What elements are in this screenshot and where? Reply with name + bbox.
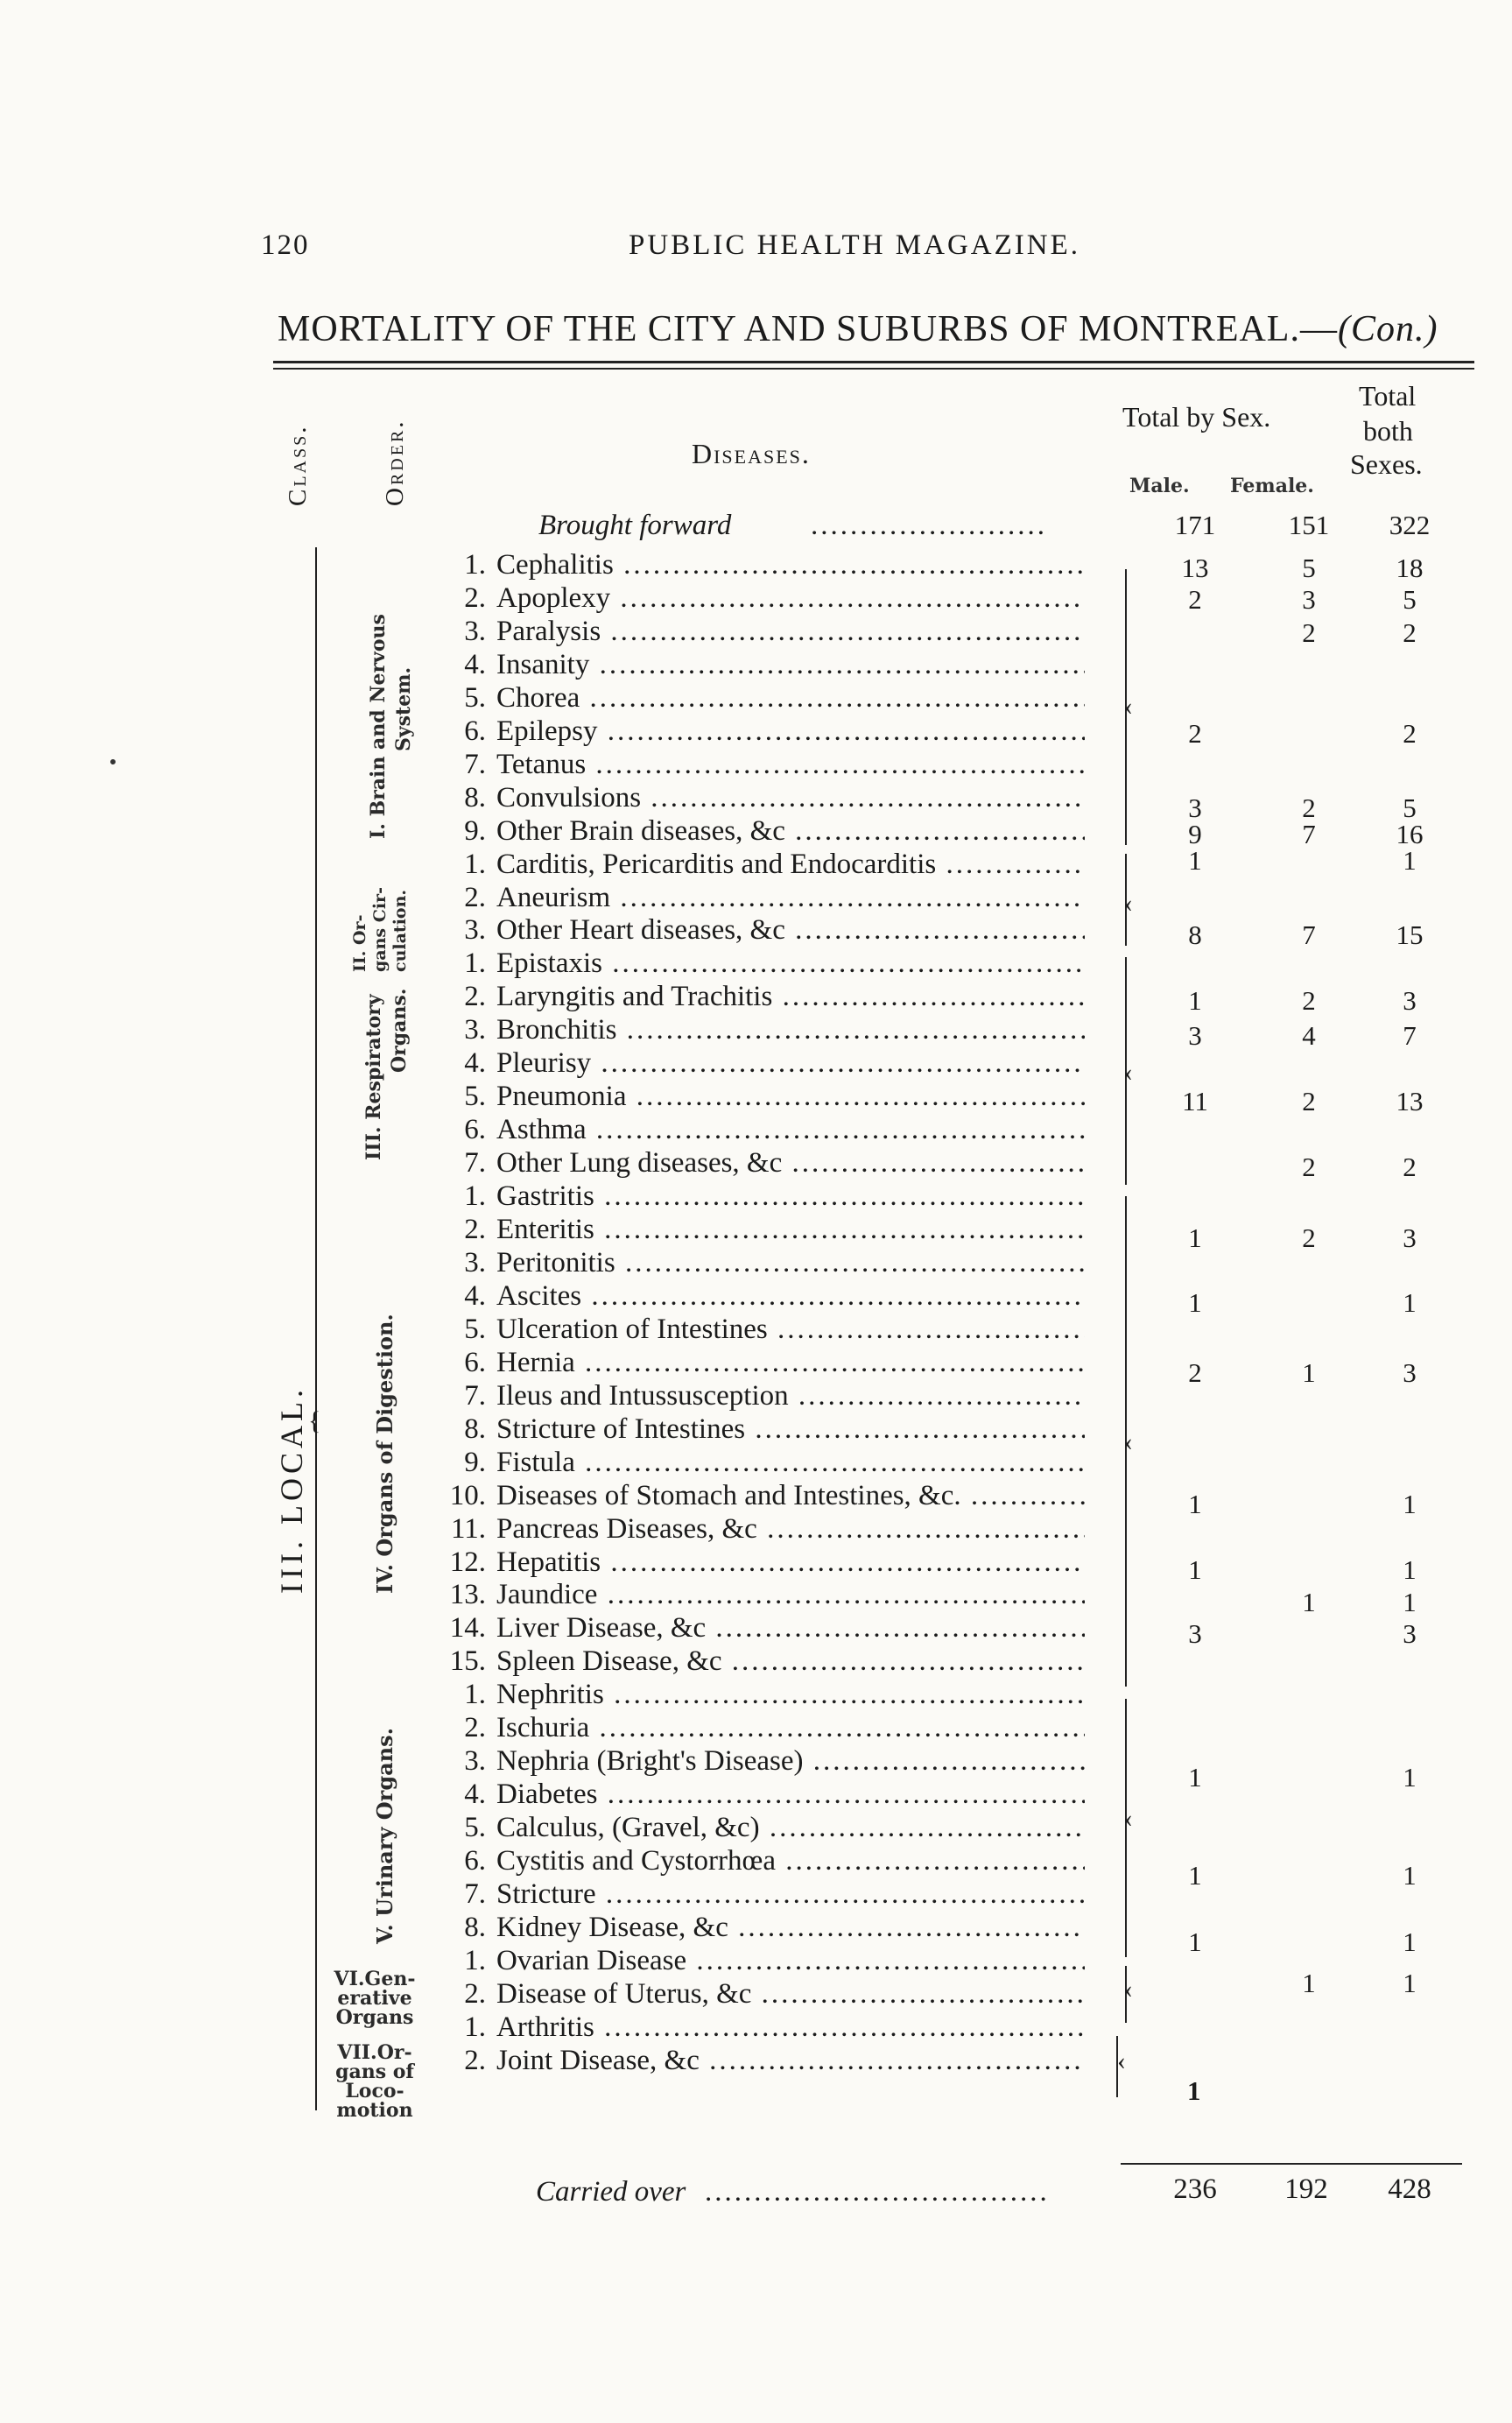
value-total: 18 [1396, 553, 1424, 583]
order-locomotion [331, 2043, 418, 2120]
value-total: 3 [1403, 1618, 1417, 1649]
value-male: 8 [1188, 919, 1202, 950]
row-number: 8. [464, 1911, 486, 1943]
disease-name: Peritonitis ..... [496, 1247, 1085, 1279]
disease-name: Jaundice ..... [496, 1579, 1085, 1611]
value-male: 2 [1188, 718, 1202, 749]
disease-name: Hernia ..... [496, 1347, 1085, 1379]
table-row [0, 1645, 1512, 1679]
row-number: 15. [449, 1645, 486, 1678]
order-locomotion-line2: gans of [335, 2060, 414, 2083]
class-brace [315, 547, 317, 2110]
order-respiratory-line2: Organs. [388, 988, 411, 1073]
table-row [0, 1712, 1512, 1745]
table-row [0, 1812, 1512, 1845]
table-row [0, 1447, 1512, 1480]
circulation-brace-tip: ‹ [1124, 889, 1133, 918]
order-locomotion-line4: motion [336, 2099, 413, 2122]
value-total: 1 [1403, 1968, 1417, 1998]
disease-name: Cystitis and Cystorrhœa ..... [496, 1845, 1085, 1877]
disease-name: Paralysis ..... [496, 616, 1085, 648]
value-female: 1 [1302, 1968, 1316, 1998]
row-number: 11. [450, 1512, 486, 1545]
disease-name: Nephritis ..... [496, 1679, 1085, 1711]
value-male: 2 [1188, 584, 1202, 615]
disease-name: Other Lung diseases, &c ..... [496, 1147, 1085, 1180]
table-title [278, 308, 1438, 350]
disease-name: Laryngitis and Trachitis ..... [496, 981, 1085, 1013]
value-total: 1 [1403, 1587, 1417, 1617]
row-number: 14. [449, 1612, 486, 1645]
disease-name: Ischuria ..... [496, 1712, 1085, 1744]
row-number: 1. [464, 2011, 486, 2043]
value-total: 2 [1403, 617, 1417, 648]
disease-name: Carditis, Pericarditis and Endocarditis ..... [496, 849, 1085, 881]
value-female: 2 [1302, 792, 1316, 823]
row-number: 2. [464, 1712, 486, 1744]
order-circulation-line3: culation. [390, 889, 410, 972]
value-total: 1 [1403, 1762, 1417, 1793]
row-number: 13. [449, 1579, 486, 1611]
row-number: 5. [464, 1812, 486, 1844]
diseases-column-header: Diseases. [692, 438, 811, 469]
carried-over-rule [1121, 2163, 1462, 2165]
brought-forward-female: 151 [1288, 510, 1330, 540]
value-total: 1 [1403, 1489, 1417, 1519]
row-number: 1. [464, 1944, 486, 1976]
disease-name: Cephalitis ..... [496, 549, 1085, 581]
digestion-brace-tip: ‹ [1124, 1427, 1133, 1456]
disease-name: Other Heart diseases, &c ..... [496, 914, 1085, 947]
order-brain-line1: I. Brain and Nervous [367, 614, 390, 839]
value-male: 3 [1188, 1020, 1202, 1051]
row-number: 4. [464, 1779, 486, 1811]
value-male: 2 [1188, 1357, 1202, 1388]
brought-forward-label: Brought forward [538, 510, 732, 541]
disease-name: Disease of Uterus, &c ..... [496, 1978, 1085, 2011]
row-number: 1. [464, 947, 486, 980]
row-number: 6. [464, 1346, 486, 1378]
disease-name: Fistula ..... [496, 1447, 1085, 1479]
row-number: 6. [464, 715, 486, 747]
class-label: III. LOCAL. [274, 1385, 309, 1594]
value-male: 1 [1188, 1860, 1202, 1891]
table-row [0, 882, 1512, 915]
row-number: 7. [464, 1878, 486, 1910]
total-both-header-line1: Total [1359, 380, 1417, 412]
row-number: 7. [464, 1379, 486, 1412]
locomotion-male: 1 [1187, 2075, 1201, 2106]
disease-name: Enteritis ..... [496, 1214, 1085, 1246]
row-number: 12. [449, 1546, 486, 1578]
row-number: 3. [464, 1014, 486, 1046]
table-row [0, 1745, 1512, 1779]
order-circulation-line1: II. Or- [350, 914, 369, 972]
value-female: 1 [1302, 1587, 1316, 1617]
value-total: 5 [1403, 584, 1417, 615]
table-row [0, 2041, 1512, 2078]
class-column-header: Class. [284, 424, 312, 506]
order-brain-line2: System. [392, 666, 415, 751]
brought-forward-row [0, 510, 1512, 543]
table-row [0, 1480, 1512, 1513]
row-number: 7. [464, 748, 486, 780]
table-row [0, 1180, 1512, 1214]
value-total: 3 [1403, 1357, 1417, 1388]
row-number: 9. [464, 1446, 486, 1478]
carried-over-female: 192 [1284, 2173, 1328, 2205]
disease-name: Pneumonia ..... [496, 1081, 1085, 1113]
disease-name: Pleurisy ..... [496, 1047, 1085, 1080]
disease-name: Arthritis ..... [496, 2011, 1085, 2044]
total-both-header-line3: Sexes. [1350, 448, 1423, 480]
class-brace-tip: { [308, 1406, 321, 1435]
row-number: 1. [464, 848, 486, 880]
value-male: 9 [1188, 819, 1202, 849]
disease-name: Joint Disease, &c ..... [496, 2045, 1085, 2077]
row-number: 1. [464, 1679, 486, 1711]
table-row [0, 2011, 1512, 2045]
order-locomotion-line3: Loco- [345, 2080, 404, 2103]
table-row [0, 1912, 1512, 1945]
value-total: 1 [1403, 1554, 1417, 1585]
row-number: 7. [464, 1147, 486, 1180]
row-number: 1. [464, 549, 486, 581]
row-number: 4. [464, 1047, 486, 1080]
value-female: 5 [1302, 553, 1316, 583]
value-female: 1 [1302, 1357, 1316, 1388]
table-row [0, 849, 1512, 882]
value-male: 3 [1188, 792, 1202, 823]
value-male: 1 [1188, 1926, 1202, 1957]
value-total: 3 [1403, 985, 1417, 1016]
title-rule-top [273, 361, 1474, 363]
order-generative [331, 1969, 418, 2027]
female-column-header: Female. [1230, 475, 1314, 497]
male-column-header: Male. [1129, 475, 1190, 497]
value-total: 5 [1403, 792, 1417, 823]
disease-name: Aneurism ..... [496, 882, 1085, 914]
disease-name: Ascites ..... [496, 1280, 1085, 1313]
disease-name: Epistaxis ..... [496, 947, 1085, 980]
brain-brace-tip: ‹ [1124, 692, 1133, 721]
table-row [0, 1047, 1512, 1081]
table-row [0, 649, 1512, 682]
value-female: 2 [1302, 985, 1316, 1016]
order-column-header: Order. [381, 419, 409, 506]
carried-over-male: 236 [1173, 2173, 1217, 2205]
total-by-sex-header: Total by Sex. [1122, 401, 1271, 433]
disease-name: Tetanus ..... [496, 749, 1085, 781]
value-total: 1 [1403, 1860, 1417, 1891]
value-total: 16 [1396, 819, 1424, 849]
table-row [0, 1878, 1512, 1912]
row-number: 2. [464, 1977, 486, 2010]
row-number: 2. [464, 581, 486, 614]
table-row [0, 1679, 1512, 1712]
row-number: 3. [464, 615, 486, 647]
table-row [0, 947, 1512, 981]
order-generative-line3: Organs [335, 2006, 414, 2029]
row-number: 1. [464, 1180, 486, 1213]
value-female: 2 [1302, 617, 1316, 648]
disease-name: Nephria (Bright's Disease) ..... [496, 1745, 1085, 1778]
value-total: 2 [1403, 1152, 1417, 1182]
value-male: 1 [1188, 1762, 1202, 1793]
carried-over-total: 428 [1388, 2173, 1431, 2205]
disease-name: Diabetes ..... [496, 1779, 1085, 1811]
disease-name: Chorea ..... [496, 682, 1085, 715]
table-title-continued: (Con.) [1337, 309, 1438, 349]
table-row [0, 1413, 1512, 1447]
disease-name: Epilepsy ..... [496, 715, 1085, 748]
brought-forward-male: 171 [1174, 510, 1216, 540]
row-number: 4. [464, 1279, 486, 1312]
ink-spot [110, 759, 116, 764]
row-number: 8. [464, 1412, 486, 1445]
order-digestion: IV. Organs of Digestion. [372, 1314, 397, 1594]
value-total: 1 [1403, 845, 1417, 876]
order-urinary: V. Urinary Organs. [372, 1728, 397, 1944]
carried-over-label: Carried over [536, 2176, 686, 2208]
table-row [0, 715, 1512, 749]
disease-name: Asthma ..... [496, 1114, 1085, 1146]
order-locomotion-line1: VII.Or- [337, 2041, 412, 2064]
value-male: 1 [1188, 845, 1202, 876]
table-row [0, 1546, 1512, 1580]
disease-name: Pancreas Diseases, &c ..... [496, 1513, 1085, 1546]
carried-over-dots: ................................... [705, 2176, 1050, 2208]
row-number: 2. [464, 881, 486, 913]
value-female: 2 [1302, 1152, 1316, 1182]
value-total: 13 [1396, 1086, 1424, 1116]
row-number: 9. [464, 814, 486, 847]
row-number: 4. [464, 648, 486, 680]
value-male: 1 [1188, 1222, 1202, 1253]
locomotion-brace-tip: ‹ [1117, 2046, 1126, 2075]
row-number: 2. [464, 981, 486, 1013]
disease-name: Calculus, (Gravel, &c) ..... [496, 1812, 1085, 1844]
disease-name: Ovarian Disease ..... [496, 1945, 1085, 1977]
order-generative-line1: VI.Gen- [334, 1968, 416, 1990]
table-title-text: MORTALITY OF THE CITY AND SUBURBS OF MONTREAL.— [278, 309, 1338, 349]
generative-brace-tip: ‹ [1124, 1975, 1133, 2004]
disease-name: Ileus and Intussusception ..... [496, 1380, 1085, 1412]
row-number: 6. [464, 1114, 486, 1146]
running-head: PUBLIC HEALTH MAGAZINE. [629, 229, 1081, 261]
value-female: 3 [1302, 584, 1316, 615]
value-female: 4 [1302, 1020, 1316, 1051]
order-generative-line2: erative [337, 1987, 412, 2010]
value-female: 7 [1302, 919, 1316, 950]
row-number: 8. [464, 781, 486, 814]
row-number: 5. [464, 1081, 486, 1113]
row-number: 2. [464, 2044, 486, 2076]
title-rule-bottom [273, 368, 1474, 370]
disease-name: Insanity ..... [496, 649, 1085, 681]
brought-forward-total: 322 [1389, 510, 1431, 540]
urinary-brace-tip: ‹ [1124, 1804, 1133, 1833]
row-number: 10. [449, 1479, 486, 1511]
table-row [0, 1513, 1512, 1546]
row-number: 5. [464, 1313, 486, 1345]
row-number: 3. [464, 1246, 486, 1278]
value-male: 3 [1188, 1618, 1202, 1649]
table-row [0, 1845, 1512, 1878]
disease-name: Other Brain diseases, &c ..... [496, 815, 1085, 848]
table-row [0, 1280, 1512, 1314]
value-total: 15 [1396, 919, 1424, 950]
value-male: 1 [1188, 1489, 1202, 1519]
value-female: 2 [1302, 1222, 1316, 1253]
disease-name: Convulsions ..... [496, 782, 1085, 814]
value-total: 2 [1403, 718, 1417, 749]
value-total: 7 [1403, 1020, 1417, 1051]
disease-name: Diseases of Stomach and Intestines, &c. ..... [496, 1480, 1085, 1512]
table-row [0, 1314, 1512, 1347]
disease-name: Bronchitis ..... [496, 1014, 1085, 1046]
order-respiratory-line1: III. Respiratory [362, 994, 385, 1160]
disease-name: Liver Disease, &c ..... [496, 1612, 1085, 1645]
disease-name: Kidney Disease, &c ..... [496, 1912, 1085, 1944]
row-number: 2. [464, 1214, 486, 1245]
brought-forward-dots: ........................ [811, 510, 1047, 541]
order-circulation-line2: gans Cir- [370, 887, 390, 972]
value-male: 11 [1182, 1086, 1208, 1116]
value-male: 1 [1188, 985, 1202, 1016]
disease-name: Stricture of Intestines ..... [496, 1413, 1085, 1446]
table-row [0, 749, 1512, 782]
row-number: 3. [464, 1745, 486, 1778]
disease-name: Gastritis ..... [496, 1180, 1085, 1213]
page-number: 120 [261, 229, 310, 261]
respiratory-brace-tip: ‹ [1124, 1058, 1133, 1087]
value-total: 3 [1403, 1222, 1417, 1253]
table-row [0, 1114, 1512, 1147]
disease-name: Apoplexy ..... [496, 582, 1085, 615]
row-number: 5. [464, 681, 486, 714]
row-number: 6. [464, 1845, 486, 1877]
disease-name: Ulceration of Intestines ..... [496, 1314, 1085, 1346]
value-total: 1 [1403, 1926, 1417, 1957]
disease-name: Stricture ..... [496, 1878, 1085, 1911]
value-female: 7 [1302, 819, 1316, 849]
disease-name: Spleen Disease, &c ..... [496, 1645, 1085, 1678]
value-male: 13 [1181, 553, 1209, 583]
value-male: 1 [1188, 1554, 1202, 1585]
total-both-header-line2: both [1363, 415, 1413, 447]
value-total: 1 [1403, 1287, 1417, 1318]
value-male: 1 [1188, 1287, 1202, 1318]
row-number: 3. [464, 914, 486, 947]
value-female: 2 [1302, 1086, 1316, 1116]
table-row [0, 682, 1512, 715]
disease-name: Hepatitis ..... [496, 1546, 1085, 1579]
table-row [0, 1779, 1512, 1812]
